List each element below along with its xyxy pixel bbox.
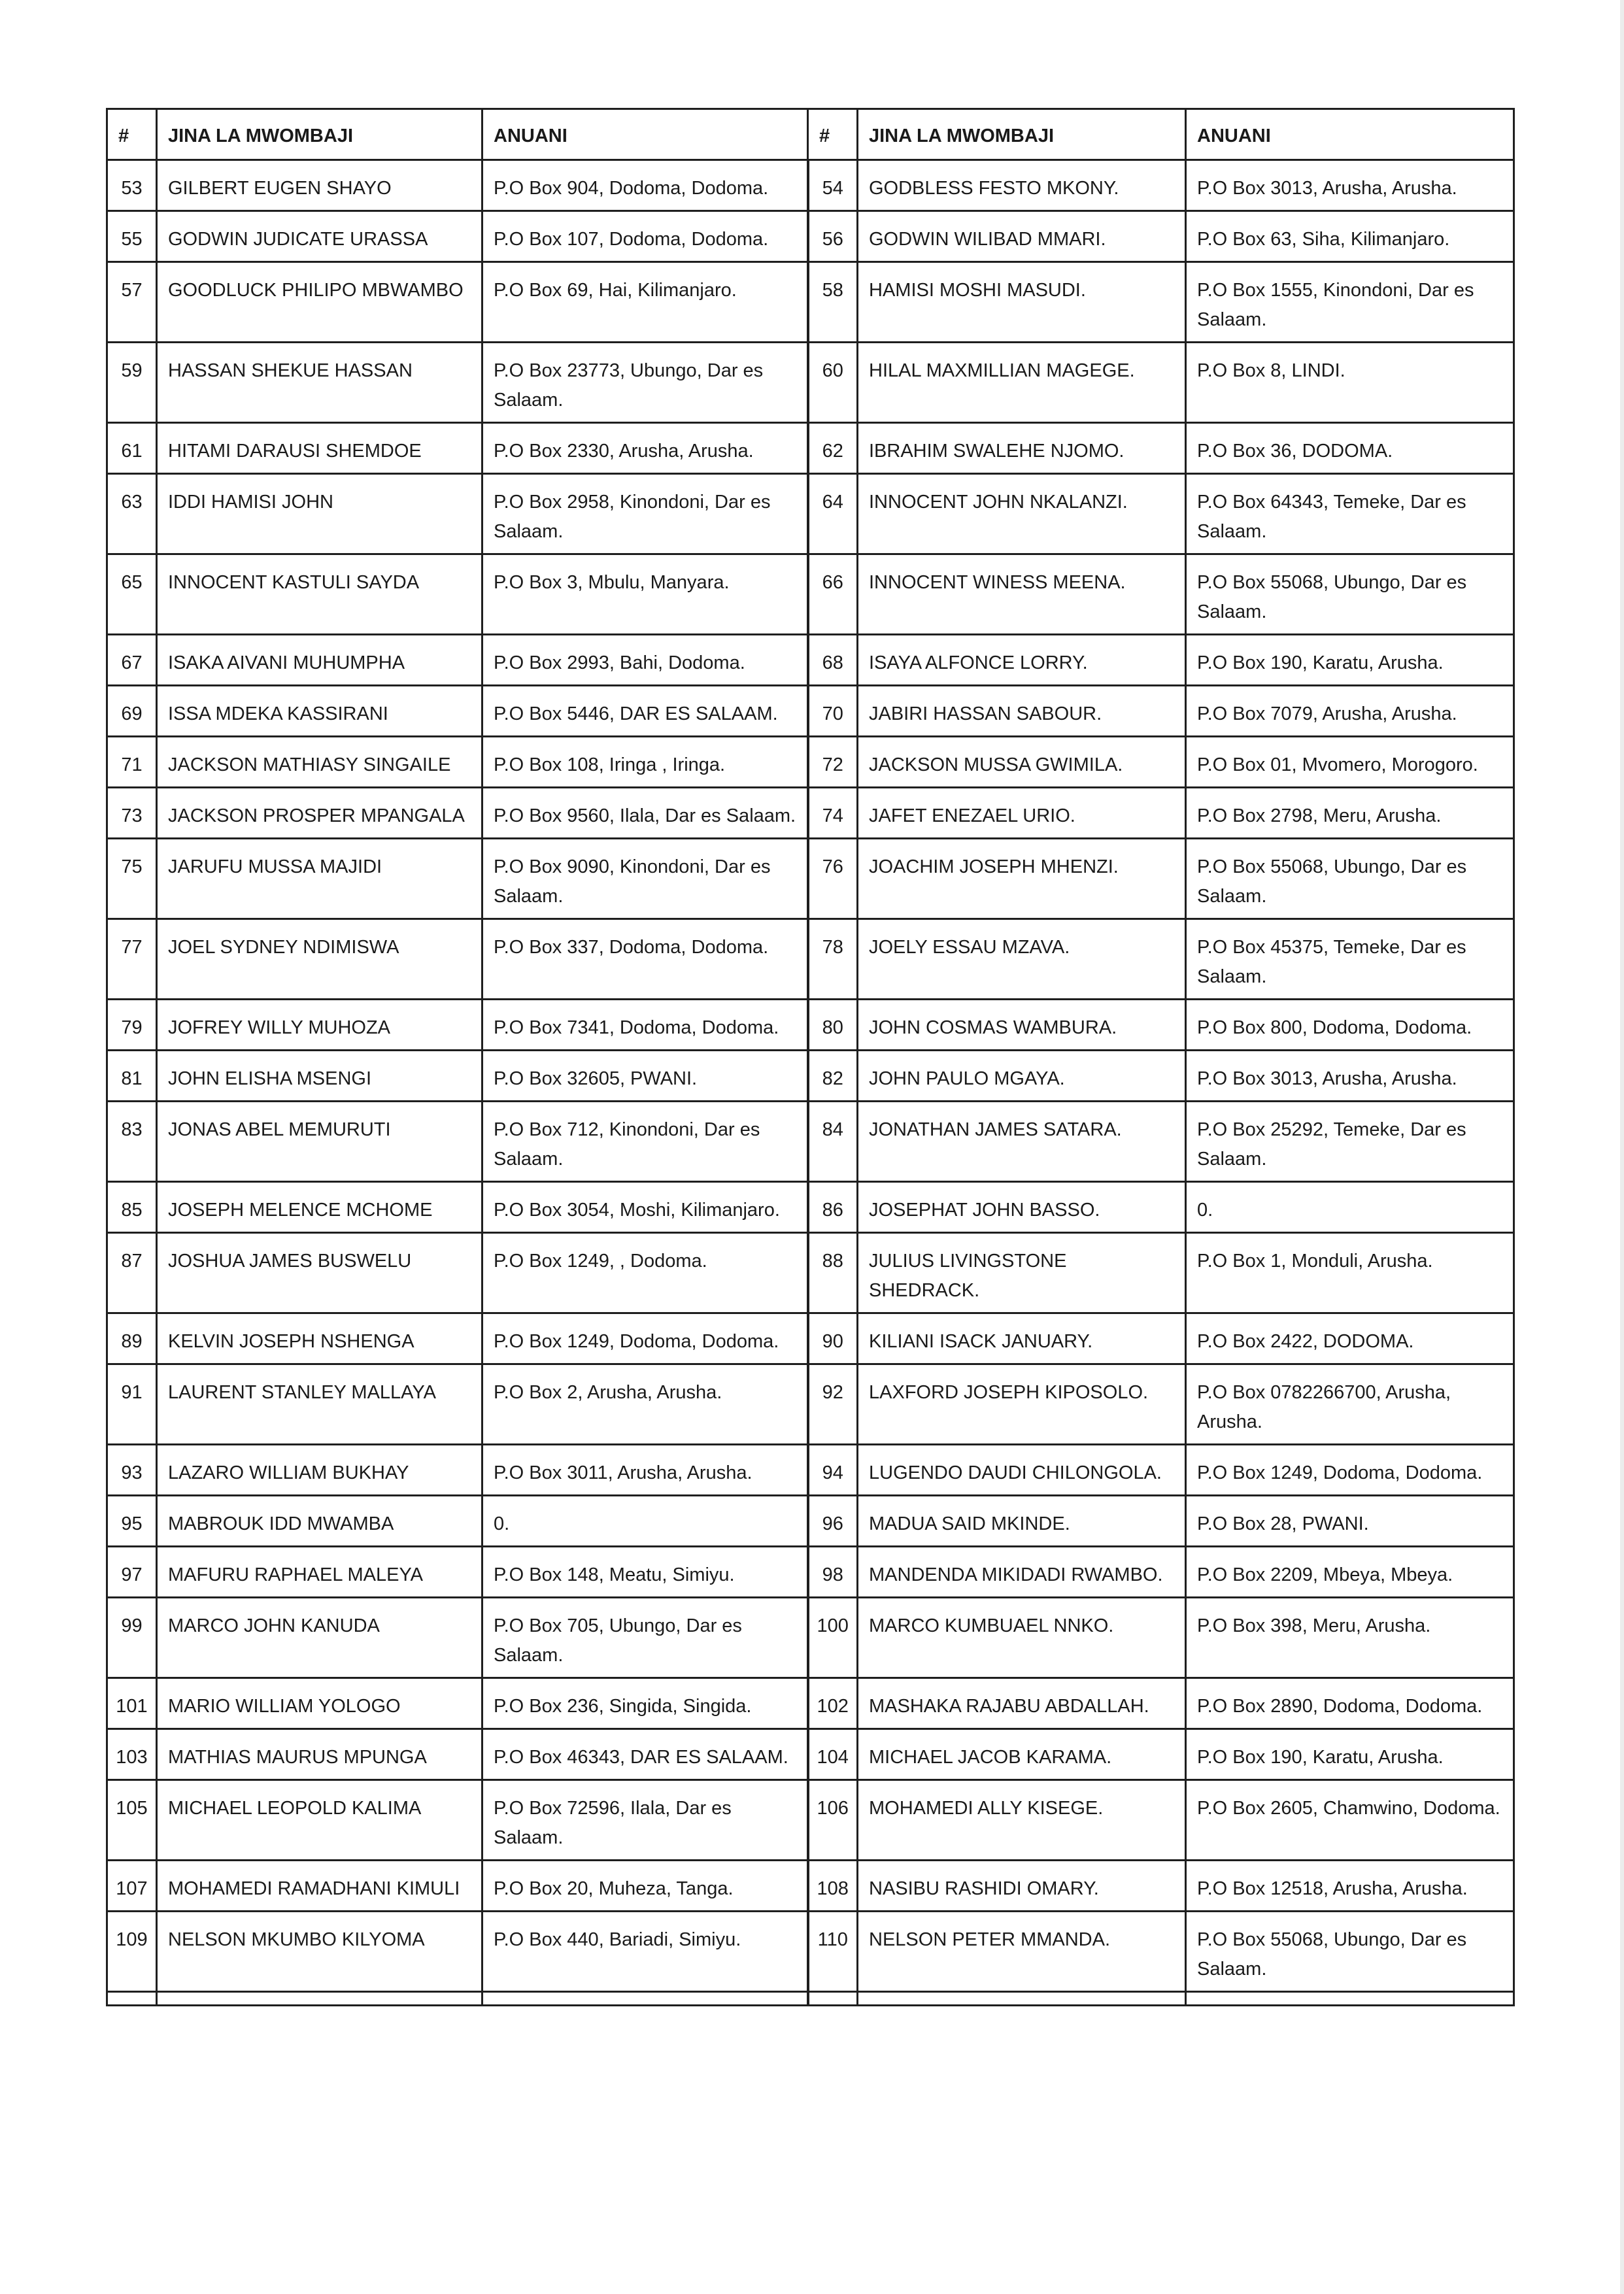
applicant-address: P.O Box 3054, Moshi, Kilimanjaro. [482, 1182, 808, 1233]
applicant-name: JOFREY WILLY MUHOZA [157, 1000, 482, 1051]
applicant-name: ISAYA ALFONCE LORRY. [858, 635, 1186, 686]
table-row [107, 1102, 1514, 1182]
applicant-address: P.O Box 63, Siha, Kilimanjaro. [1186, 211, 1514, 262]
empty-cell [858, 1992, 1186, 2006]
applicant-name: ISAKA AIVANI MUHUMPHA [157, 635, 482, 686]
table-row [107, 1861, 1514, 1912]
table-row [107, 635, 1514, 686]
applicant-name: ISSA MDEKA KASSIRANI [157, 686, 482, 737]
applicant-number: 84 [808, 1102, 858, 1182]
empty-cell [1186, 1992, 1514, 2006]
applicant-number: 77 [107, 919, 157, 1000]
applicant-name: MARCO KUMBUAEL NNKO. [858, 1598, 1186, 1678]
applicant-name: JULIUS LIVINGSTONE SHEDRACK. [858, 1233, 1186, 1313]
table-row [107, 1233, 1514, 1313]
applicant-name: INNOCENT JOHN NKALANZI. [858, 474, 1186, 554]
table-row [107, 839, 1514, 919]
applicant-number: 107 [107, 1861, 157, 1912]
applicant-number: 61 [107, 423, 157, 474]
table-row [107, 1000, 1514, 1051]
applicant-number: 70 [808, 686, 858, 737]
col-header-number-left: # [107, 109, 157, 160]
applicant-address: P.O Box 2422, DODOMA. [1186, 1313, 1514, 1364]
applicant-name: KELVIN JOSEPH NSHENGA [157, 1313, 482, 1364]
applicant-number: 98 [808, 1547, 858, 1598]
applicant-name: JOACHIM JOSEPH MHENZI. [858, 839, 1186, 919]
applicant-name: MICHAEL LEOPOLD KALIMA [157, 1780, 482, 1861]
applicant-number: 105 [107, 1780, 157, 1861]
applicant-name: MADUA SAID MKINDE. [858, 1496, 1186, 1547]
table-row [107, 737, 1514, 788]
applicant-name: MOHAMEDI ALLY KISEGE. [858, 1780, 1186, 1861]
table-header-row [107, 109, 1514, 160]
applicant-number: 109 [107, 1912, 157, 1992]
applicant-address: P.O Box 55068, Ubungo, Dar es Salaam. [1186, 839, 1514, 919]
table-row [107, 788, 1514, 839]
applicant-number: 58 [808, 262, 858, 343]
applicant-name: LAXFORD JOSEPH KIPOSOLO. [858, 1364, 1186, 1445]
applicant-name: JACKSON PROSPER MPANGALA [157, 788, 482, 839]
applicant-address: P.O Box 705, Ubungo, Dar es Salaam. [482, 1598, 808, 1678]
applicant-number: 110 [808, 1912, 858, 1992]
applicant-number: 65 [107, 554, 157, 635]
applicant-name: IDDI HAMISI JOHN [157, 474, 482, 554]
applicant-address: P.O Box 32605, PWANI. [482, 1051, 808, 1102]
applicant-name: NELSON MKUMBO KILYOMA [157, 1912, 482, 1992]
applicant-name: JOHN ELISHA MSENGI [157, 1051, 482, 1102]
applicant-name: GILBERT EUGEN SHAYO [157, 160, 482, 211]
applicant-name: MANDENDA MIKIDADI RWAMBO. [858, 1547, 1186, 1598]
applicant-number: 73 [107, 788, 157, 839]
applicant-address: P.O Box 23773, Ubungo, Dar es Salaam. [482, 343, 808, 423]
applicant-address: P.O Box 1555, Kinondoni, Dar es Salaam. [1186, 262, 1514, 343]
applicant-address: P.O Box 337, Dodoma, Dodoma. [482, 919, 808, 1000]
applicant-name: JARUFU MUSSA MAJIDI [157, 839, 482, 919]
applicant-address: P.O Box 46343, DAR ES SALAAM. [482, 1729, 808, 1780]
applicant-name: JOHN COSMAS WAMBURA. [858, 1000, 1186, 1051]
applicant-number: 83 [107, 1102, 157, 1182]
applicant-address: P.O Box 12518, Arusha, Arusha. [1186, 1861, 1514, 1912]
applicant-number: 103 [107, 1729, 157, 1780]
empty-cell [482, 1992, 808, 2006]
applicant-address: P.O Box 2798, Meru, Arusha. [1186, 788, 1514, 839]
applicant-name: JAFET ENEZAEL URIO. [858, 788, 1186, 839]
table-row [107, 1598, 1514, 1678]
applicant-number: 79 [107, 1000, 157, 1051]
applicant-name: JABIRI HASSAN SABOUR. [858, 686, 1186, 737]
applicant-name: JOELY ESSAU MZAVA. [858, 919, 1186, 1000]
table-row [107, 474, 1514, 554]
applicant-name: HITAMI DARAUSI SHEMDOE [157, 423, 482, 474]
applicant-name: KILIANI ISACK JANUARY. [858, 1313, 1186, 1364]
table-row [107, 211, 1514, 262]
applicant-address: P.O Box 800, Dodoma, Dodoma. [1186, 1000, 1514, 1051]
applicant-number: 60 [808, 343, 858, 423]
applicant-number: 86 [808, 1182, 858, 1233]
table-row [107, 1051, 1514, 1102]
applicant-number: 90 [808, 1313, 858, 1364]
applicant-number: 95 [107, 1496, 157, 1547]
applicant-address: P.O Box 107, Dodoma, Dodoma. [482, 211, 808, 262]
applicant-name: JACKSON MUSSA GWIMILA. [858, 737, 1186, 788]
applicant-address: P.O Box 7341, Dodoma, Dodoma. [482, 1000, 808, 1051]
applicant-number: 67 [107, 635, 157, 686]
table-row [107, 423, 1514, 474]
applicant-address: P.O Box 0782266700, Arusha, Arusha. [1186, 1364, 1514, 1445]
applicant-number: 102 [808, 1678, 858, 1729]
applicant-number: 80 [808, 1000, 858, 1051]
table-row [107, 1678, 1514, 1729]
applicant-number: 63 [107, 474, 157, 554]
applicant-number: 101 [107, 1678, 157, 1729]
applicant-name: MATHIAS MAURUS MPUNGA [157, 1729, 482, 1780]
applicant-address: P.O Box 3013, Arusha, Arusha. [1186, 1051, 1514, 1102]
applicant-name: LAURENT STANLEY MALLAYA [157, 1364, 482, 1445]
applicant-number: 76 [808, 839, 858, 919]
applicant-name: INNOCENT WINESS MEENA. [858, 554, 1186, 635]
applicant-number: 85 [107, 1182, 157, 1233]
col-header-address-right: ANUANI [1186, 109, 1514, 160]
applicant-name: IBRAHIM SWALEHE NJOMO. [858, 423, 1186, 474]
applicant-name: GODWIN JUDICATE URASSA [157, 211, 482, 262]
applicant-address: P.O Box 440, Bariadi, Simiyu. [482, 1912, 808, 1992]
applicant-address: P.O Box 2890, Dodoma, Dodoma. [1186, 1678, 1514, 1729]
applicant-name: NELSON PETER MMANDA. [858, 1912, 1186, 1992]
applicant-name: MICHAEL JACOB KARAMA. [858, 1729, 1186, 1780]
table-row [107, 1729, 1514, 1780]
applicant-name: JONATHAN JAMES SATARA. [858, 1102, 1186, 1182]
applicant-address: P.O Box 398, Meru, Arusha. [1186, 1598, 1514, 1678]
applicant-address: P.O Box 904, Dodoma, Dodoma. [482, 160, 808, 211]
applicant-address: P.O Box 25292, Temeke, Dar es Salaam. [1186, 1102, 1514, 1182]
applicant-address: P.O Box 148, Meatu, Simiyu. [482, 1547, 808, 1598]
applicant-address: P.O Box 1249, , Dodoma. [482, 1233, 808, 1313]
applicant-name: MOHAMEDI RAMADHANI KIMULI [157, 1861, 482, 1912]
empty-cell [107, 1992, 157, 2006]
applicant-number: 64 [808, 474, 858, 554]
applicant-address: P.O Box 3013, Arusha, Arusha. [1186, 160, 1514, 211]
applicant-name: GODBLESS FESTO MKONY. [858, 160, 1186, 211]
applicant-number: 75 [107, 839, 157, 919]
applicant-number: 91 [107, 1364, 157, 1445]
applicant-address: P.O Box 55068, Ubungo, Dar es Salaam. [1186, 1912, 1514, 1992]
applicant-address: P.O Box 190, Karatu, Arusha. [1186, 635, 1514, 686]
applicant-name: HASSAN SHEKUE HASSAN [157, 343, 482, 423]
applicant-name: INNOCENT KASTULI SAYDA [157, 554, 482, 635]
applicant-name: HAMISI MOSHI MASUDI. [858, 262, 1186, 343]
applicant-number: 104 [808, 1729, 858, 1780]
applicant-address: P.O Box 8, LINDI. [1186, 343, 1514, 423]
applicant-address: P.O Box 1, Monduli, Arusha. [1186, 1233, 1514, 1313]
applicant-name: GOODLUCK PHILIPO MBWAMBO [157, 262, 482, 343]
table-row [107, 686, 1514, 737]
applicant-address: P.O Box 2209, Mbeya, Mbeya. [1186, 1547, 1514, 1598]
applicant-number: 68 [808, 635, 858, 686]
applicant-name: MASHAKA RAJABU ABDALLAH. [858, 1678, 1186, 1729]
applicant-name: MAFURU RAPHAEL MALEYA [157, 1547, 482, 1598]
applicant-name: NASIBU RASHIDI OMARY. [858, 1861, 1186, 1912]
applicant-number: 97 [107, 1547, 157, 1598]
applicant-number: 88 [808, 1233, 858, 1313]
applicant-address: P.O Box 1249, Dodoma, Dodoma. [1186, 1445, 1514, 1496]
applicant-address: P.O Box 3, Mbulu, Manyara. [482, 554, 808, 635]
applicant-address: P.O Box 2605, Chamwino, Dodoma. [1186, 1780, 1514, 1861]
applicant-number: 54 [808, 160, 858, 211]
applicants-table [106, 108, 1515, 2006]
applicant-number: 62 [808, 423, 858, 474]
applicant-number: 69 [107, 686, 157, 737]
table-body [107, 160, 1514, 2006]
applicant-address: P.O Box 69, Hai, Kilimanjaro. [482, 262, 808, 343]
table-row [107, 1780, 1514, 1861]
applicant-number: 106 [808, 1780, 858, 1861]
applicant-address: P.O Box 236, Singida, Singida. [482, 1678, 808, 1729]
col-header-address-left: ANUANI [482, 109, 808, 160]
applicant-number: 94 [808, 1445, 858, 1496]
applicant-address: P.O Box 2330, Arusha, Arusha. [482, 423, 808, 474]
applicant-address: 0. [482, 1496, 808, 1547]
applicant-number: 81 [107, 1051, 157, 1102]
applicant-address: P.O Box 2958, Kinondoni, Dar es Salaam. [482, 474, 808, 554]
applicant-number: 57 [107, 262, 157, 343]
applicant-address: P.O Box 64343, Temeke, Dar es Salaam. [1186, 474, 1514, 554]
applicant-address: P.O Box 20, Muheza, Tanga. [482, 1861, 808, 1912]
applicant-address: P.O Box 7079, Arusha, Arusha. [1186, 686, 1514, 737]
applicant-address: P.O Box 5446, DAR ES SALAAM. [482, 686, 808, 737]
applicant-number: 53 [107, 160, 157, 211]
table-row [107, 343, 1514, 423]
col-header-name-left: JINA LA MWOMBAJI [157, 109, 482, 160]
applicant-number: 66 [808, 554, 858, 635]
applicant-name: MARCO JOHN KANUDA [157, 1598, 482, 1678]
applicant-number: 72 [808, 737, 858, 788]
applicant-address: P.O Box 190, Karatu, Arusha. [1186, 1729, 1514, 1780]
table-row [107, 262, 1514, 343]
applicant-name: LUGENDO DAUDI CHILONGOLA. [858, 1445, 1186, 1496]
table-row [107, 1364, 1514, 1445]
applicant-number: 99 [107, 1598, 157, 1678]
col-header-number-right: # [808, 109, 858, 160]
applicant-address: P.O Box 3011, Arusha, Arusha. [482, 1445, 808, 1496]
table-row [107, 1912, 1514, 1992]
applicant-address: P.O Box 1249, Dodoma, Dodoma. [482, 1313, 808, 1364]
applicant-number: 74 [808, 788, 858, 839]
applicant-address: P.O Box 01, Mvomero, Morogoro. [1186, 737, 1514, 788]
applicant-address: P.O Box 2, Arusha, Arusha. [482, 1364, 808, 1445]
applicant-number: 78 [808, 919, 858, 1000]
applicant-name: JONAS ABEL MEMURUTI [157, 1102, 482, 1182]
table-row [107, 919, 1514, 1000]
applicant-number: 55 [107, 211, 157, 262]
col-header-name-right: JINA LA MWOMBAJI [858, 109, 1186, 160]
table-row [107, 1313, 1514, 1364]
applicant-number: 87 [107, 1233, 157, 1313]
applicant-address: P.O Box 712, Kinondoni, Dar es Salaam. [482, 1102, 808, 1182]
empty-cell [808, 1992, 858, 2006]
applicant-name: JOSEPHAT JOHN BASSO. [858, 1182, 1186, 1233]
applicant-number: 108 [808, 1861, 858, 1912]
applicant-address: P.O Box 72596, Ilala, Dar es Salaam. [482, 1780, 808, 1861]
applicant-name: GODWIN WILIBAD MMARI. [858, 211, 1186, 262]
applicant-number: 93 [107, 1445, 157, 1496]
applicant-name: JACKSON MATHIASY SINGAILE [157, 737, 482, 788]
applicant-address: P.O Box 108, Iringa , Iringa. [482, 737, 808, 788]
applicant-address: P.O Box 28, PWANI. [1186, 1496, 1514, 1547]
applicant-number: 82 [808, 1051, 858, 1102]
applicant-number: 96 [808, 1496, 858, 1547]
applicant-number: 89 [107, 1313, 157, 1364]
applicant-name: JOSHUA JAMES BUSWELU [157, 1233, 482, 1313]
applicant-name: JOHN PAULO MGAYA. [858, 1051, 1186, 1102]
table-footer-strip [107, 1992, 1514, 2006]
applicant-name: JOSEPH MELENCE MCHOME [157, 1182, 482, 1233]
applicant-address: 0. [1186, 1182, 1514, 1233]
applicant-name: JOEL SYDNEY NDIMISWA [157, 919, 482, 1000]
applicant-number: 59 [107, 343, 157, 423]
table-row [107, 554, 1514, 635]
empty-cell [157, 1992, 482, 2006]
table-row [107, 160, 1514, 211]
applicant-number: 100 [808, 1598, 858, 1678]
applicant-name: MARIO WILLIAM YOLOGO [157, 1678, 482, 1729]
applicant-name: LAZARO WILLIAM BUKHAY [157, 1445, 482, 1496]
applicant-address: P.O Box 2993, Bahi, Dodoma. [482, 635, 808, 686]
table-row [107, 1547, 1514, 1598]
applicant-number: 71 [107, 737, 157, 788]
applicant-address: P.O Box 36, DODOMA. [1186, 423, 1514, 474]
applicant-name: HILAL MAXMILLIAN MAGEGE. [858, 343, 1186, 423]
applicant-address: P.O Box 9560, Ilala, Dar es Salaam. [482, 788, 808, 839]
table-row [107, 1182, 1514, 1233]
table-row [107, 1496, 1514, 1547]
applicant-number: 56 [808, 211, 858, 262]
applicant-address: P.O Box 9090, Kinondoni, Dar es Salaam. [482, 839, 808, 919]
applicant-number: 92 [808, 1364, 858, 1445]
scan-edge [1620, 0, 1624, 2294]
applicant-address: P.O Box 45375, Temeke, Dar es Salaam. [1186, 919, 1514, 1000]
applicant-address: P.O Box 55068, Ubungo, Dar es Salaam. [1186, 554, 1514, 635]
table-row [107, 1445, 1514, 1496]
applicant-name: MABROUK IDD MWAMBA [157, 1496, 482, 1547]
